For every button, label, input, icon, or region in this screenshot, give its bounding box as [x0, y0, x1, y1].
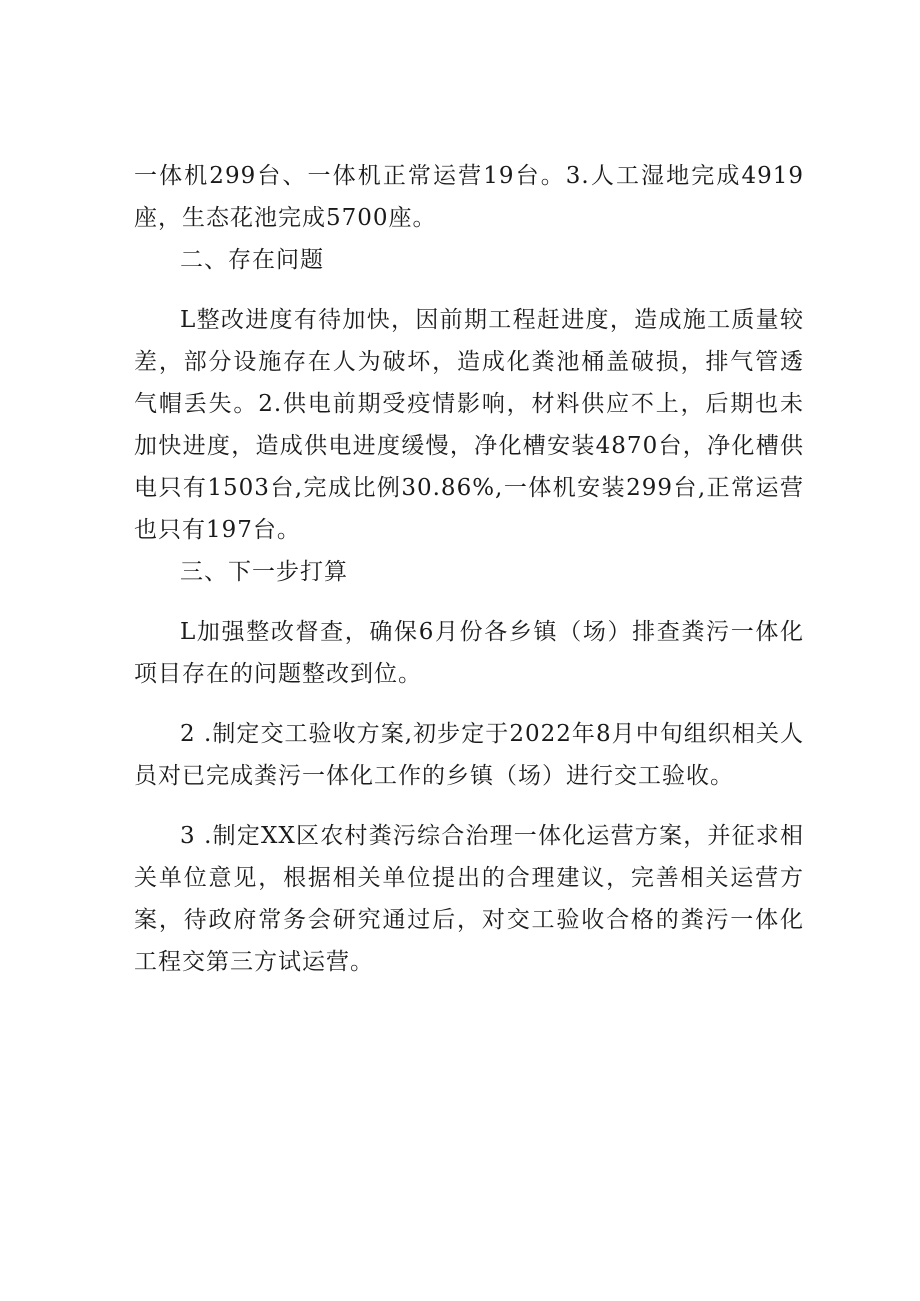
section-three-heading: 三、下一步打算	[180, 559, 348, 585]
section-two-paragraph: L整改进度有待加快，因前期工程赶进度，造成施工质量较差，部分设施存在人为破坏，造成化粪池桶盖破损，排气管透气帽丢失。2.供电前期受疫情影响，材料供应不上，后期也未加快进度，造成供电进度缓慢，净化槽安装4870台，净化槽供电只有1503台,完成比例30.86%,一体机安装299台,正常运营也只有197台。	[134, 307, 804, 543]
section-two-heading: 二、存在问题	[180, 247, 324, 273]
plan-item-2: 2 .制定交工验收方案,初步定于2022年8月中旬组织相关人员对已完成粪污一体化工作的乡镇（场）进行交工验收。	[134, 721, 804, 789]
document-body	[134, 155, 804, 983]
plan-item-1: L加强整改督查，确保6月份各乡镇（场）排查粪污一体化项目存在的问题整改到位。	[134, 619, 804, 687]
intro-paragraph: 一体机299台、一体机正常运营19台。3.人工湿地完成4919座，生态花池完成5700座。	[134, 163, 804, 231]
plan-item-3: 3 .制定XX区农村粪污综合治理一体化运营方案，并征求相关单位意见，根据相关单位提出的合理建议，完善相关运营方案，待政府常务会研究通过后，对交工验收合格的粪污一体化工程交第三方试运营。	[134, 823, 804, 975]
